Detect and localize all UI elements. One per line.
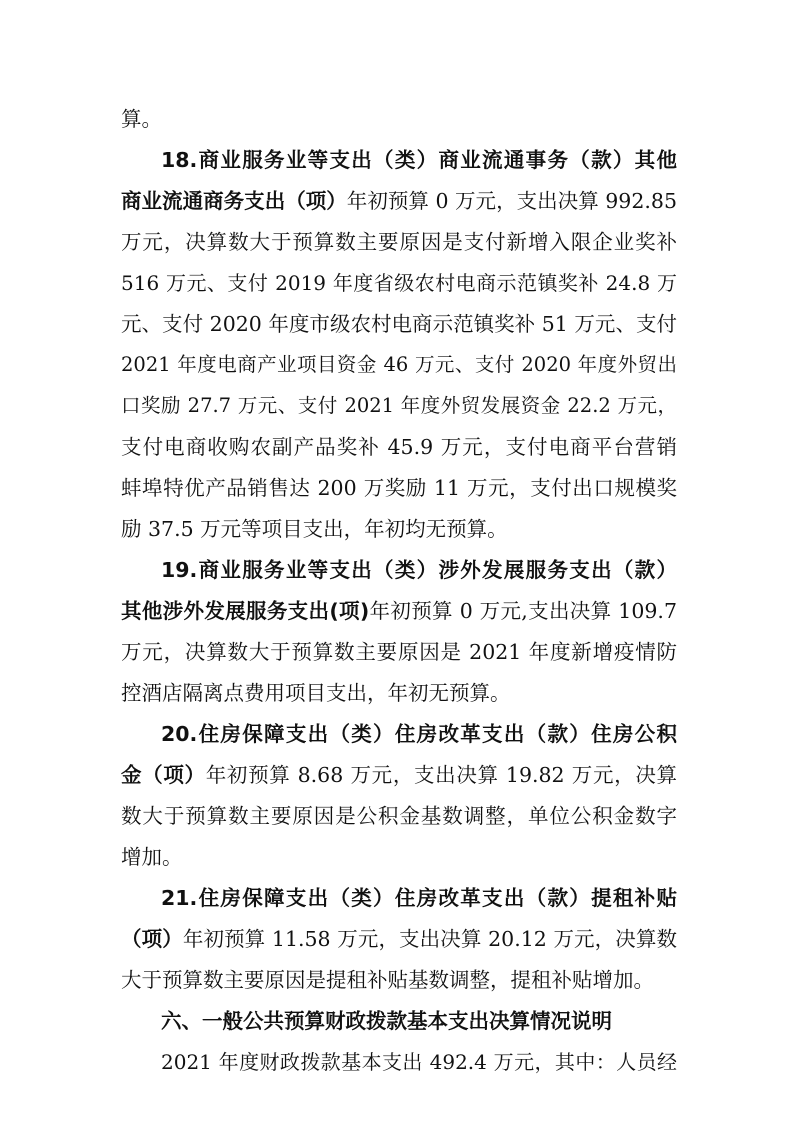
section-20-heading-line: 20.住房保障支出（类）住房改革支出（款）住房公积: [161, 722, 677, 746]
section-18-line: 商业流通商务支出（项）年初预算 0 万元，支出决算 992.85: [121, 189, 677, 213]
text-line: 蚌埠特优产品销售达 200 万奖励 11 万元，支付出口规模奖: [121, 476, 677, 500]
text-line: 万元，决算数大于预算数主要原因是支付新增入限企业奖补: [121, 230, 677, 254]
text-line: 数大于预算数主要原因是公积金基数调整，单位公积金数字: [121, 804, 677, 828]
text-line: 增加。: [121, 845, 183, 869]
section-20-line: 金（项）年初预算 8.68 万元，支出决算 19.82 万元，决算: [121, 763, 677, 787]
section-18-heading-line: 18.商业服务业等支出（类）商业流通事务（款）其他: [161, 148, 677, 172]
text-line: 控酒店隔离点费用项目支出，年初无预算。: [121, 681, 511, 705]
text-line: 元、支付 2020 年度市级农村电商示范镇奖补 51 万元、支付: [121, 312, 677, 336]
text-line: 大于预算数主要原因是提租补贴基数调整，提租补贴增加。: [121, 968, 654, 992]
text-line: 2021 年度电商产业项目资金 46 万元、支付 2020 年度外贸出: [121, 353, 677, 376]
text-line: 万元，决算数大于预算数主要原因是 2021 年度新增疫情防: [121, 640, 677, 664]
section-19-heading-line: 19.商业服务业等支出（类）涉外发展服务支出（款）: [161, 558, 677, 582]
text-line: 口奖励 27.7 万元、支付 2021 年度外贸发展资金 22.2 万元，: [121, 394, 677, 417]
section-21-heading-line: 21.住房保障支出（类）住房改革支出（款）提租补贴: [161, 886, 677, 910]
text-line: 算。: [121, 107, 162, 131]
text-line: 2021 年度财政拨款基本支出 492.4 万元，其中：人员经: [161, 1050, 677, 1074]
section-6-heading: 六、一般公共预算财政拨款基本支出决算情况说明: [161, 1009, 612, 1033]
text-line: 励 37.5 万元等项目支出，年初均无预算。: [121, 517, 508, 541]
text-line: 支付电商收购农副产品奖补 45.9 万元，支付电商平台营销: [121, 435, 677, 459]
section-21-line: （项）年初预算 11.58 万元，支出决算 20.12 万元，决算数: [121, 927, 677, 951]
text-line: 516 万元、支付 2019 年度省级农村电商示范镇奖补 24.8 万: [121, 271, 677, 295]
section-19-line: 其他涉外发展服务支出(项)年初预算 0 万元,支出决算 109.7: [121, 599, 677, 623]
